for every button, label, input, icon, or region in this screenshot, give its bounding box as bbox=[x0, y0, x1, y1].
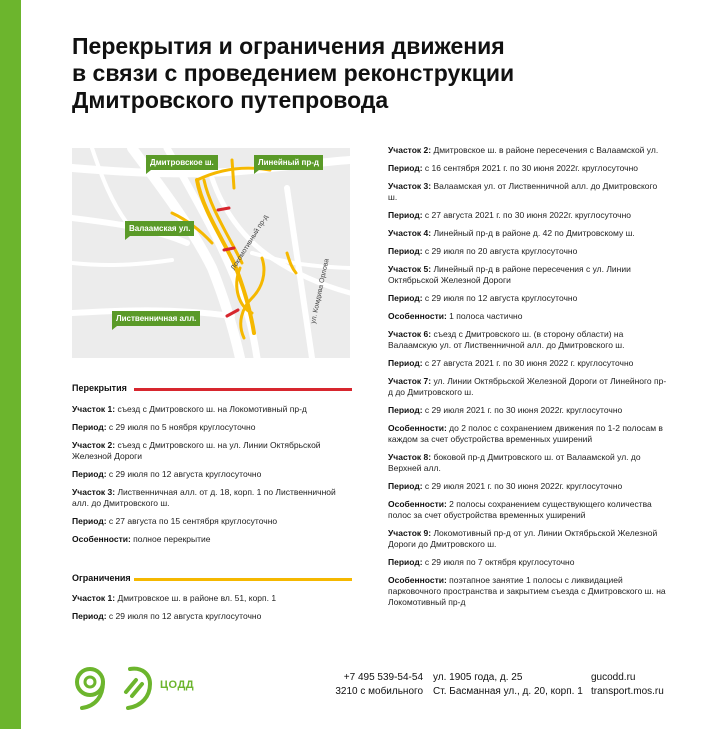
restrictions-continued bbox=[388, 145, 668, 615]
phone-main[interactable]: +7 495 539-54-54 bbox=[343, 672, 423, 683]
map-label-komdiva: ул. Комдива Орлова bbox=[310, 258, 331, 325]
closures-heading bbox=[72, 383, 352, 395]
map-label-lokomotivny: Локомотивный пр-д bbox=[230, 213, 270, 272]
map-label-lineyny: Линейный пр-д bbox=[254, 155, 323, 170]
right-item: Участок 7: ул. Линии Октябрьской Железной Дороги от Линейного пр-д до Дмитровского ш. bbox=[388, 376, 667, 397]
restrictions-legend-line bbox=[134, 578, 352, 581]
closure-item: Участок 2: съезд с Дмитровского ш. на ул. Линии Октябрьской Железной Дороги bbox=[72, 440, 321, 461]
closures-legend-line bbox=[134, 388, 352, 391]
right-item: Период: с 27 августа 2021 г. по 30 июня 2022г. круглосуточно bbox=[388, 210, 632, 220]
right-item: Участок 9: Локомотивный пр-д от ул. Линии Октябрьской Железной Дороги до Дмитровского ш. bbox=[388, 528, 658, 549]
right-item: Участок 2: Дмитровское ш. в районе пересечения с Валаамской ул. bbox=[388, 145, 659, 155]
closure-item: Период: с 27 августа по 15 сентября круглосуточно bbox=[72, 516, 278, 526]
closure-item: Период: с 29 июля по 5 ноября круглосуточно bbox=[72, 422, 256, 432]
right-item: Период: с 29 июля по 12 августа круглосуточно bbox=[388, 293, 578, 303]
title-line-3: Дмитровского путепровода bbox=[72, 87, 389, 113]
restriction-item: Участок 1: Дмитровское ш. в районе вл. 51, корп. 1 bbox=[72, 593, 277, 603]
contact-addresses bbox=[433, 671, 593, 699]
address-2: Ст. Басманная ул., д. 20, корп. 1 bbox=[433, 686, 583, 697]
left-accent-bar bbox=[0, 0, 21, 729]
restrictions-section bbox=[72, 573, 352, 629]
road-map bbox=[72, 148, 350, 358]
title-line-1: Перекрытия и ограничения движения bbox=[72, 33, 505, 59]
codd-logo-text: ЦОДД bbox=[160, 679, 195, 691]
right-item: Период: с 16 сентября 2021 г. по 30 июня 2022г. круглосуточно bbox=[388, 163, 639, 173]
restrictions-heading-text: Ограничения bbox=[72, 573, 131, 583]
codd-logo bbox=[70, 664, 160, 715]
page-title bbox=[72, 33, 632, 114]
contact-phones bbox=[328, 671, 423, 699]
closures-heading-text: Перекрытия bbox=[72, 383, 127, 393]
right-item: Особенности: до 2 полос с сохранением движения по 1-2 полосам в каждом за счет обустройства временных уширений bbox=[388, 423, 663, 444]
title-line-2: в связи с проведением реконструкции bbox=[72, 60, 515, 86]
map-label-valaamskaya: Валаамская ул. bbox=[125, 221, 194, 236]
right-item: Участок 3: Валаамская ул. от Лиственничной алл. до Дмитровского ш. bbox=[388, 181, 658, 202]
right-item: Участок 5: Линейный пр-д в районе пересечения с ул. Линии Октябрьской Железной Дороги bbox=[388, 264, 631, 285]
right-item: Период: с 29 июля 2021 г. по 30 июня 2022г. круглосуточно bbox=[388, 405, 623, 415]
website-gucodd[interactable]: gucodd.ru bbox=[591, 672, 636, 683]
address-1: ул. 1905 года, д. 25 bbox=[433, 672, 523, 683]
map-label-listvennichnaya: Лиственничная алл. bbox=[112, 311, 200, 326]
restrictions-heading bbox=[72, 573, 352, 585]
phone-mobile: 3210 с мобильного bbox=[335, 686, 423, 697]
right-item: Период: с 29 июля 2021 г. по 30 июня 2022г. круглосуточно bbox=[388, 481, 623, 491]
website-transport[interactable]: transport.mos.ru bbox=[591, 686, 664, 697]
right-item: Участок 4: Линейный пр-д в районе д. 42 по Дмитровскому ш. bbox=[388, 228, 635, 238]
right-item: Участок 8: боковой пр-д Дмитровского ш. от Валаамской ул. до Верхней алл. bbox=[388, 452, 641, 473]
right-item: Период: с 27 августа 2021 г. по 30 июня 2022 г. круглосуточно bbox=[388, 358, 634, 368]
codd-logo-icon bbox=[70, 664, 160, 710]
closure-item: Участок 1: съезд с Дмитровского ш. на Локомотивный пр-д bbox=[72, 404, 307, 414]
closure-item: Участок 3: Лиственничная алл. от д. 18, корп. 1 по Лиственничной алл. до Дмитровского ш. bbox=[72, 487, 336, 508]
right-item: Особенности: поэтапное занятие 1 полосы с ликвидацией парковочного пространства и закрытием съезда с Дмитровского ш. на Локомотивный пр-д bbox=[388, 575, 666, 607]
closure-item: Период: с 29 июля по 12 августа круглосуточно bbox=[72, 469, 262, 479]
right-item: Период: с 29 июля по 20 августа круглосуточно bbox=[388, 246, 578, 256]
closure-item: Особенности: полное перекрытие bbox=[72, 534, 211, 544]
right-item: Период: с 29 июля по 7 октября круглосуточно bbox=[388, 557, 575, 567]
closures-section bbox=[72, 383, 352, 552]
right-item: Участок 6: съезд с Дмитровского ш. (в сторону области) на Валаамскую ул. от Лиственничной алл. до Дмитровского ш. bbox=[388, 329, 625, 350]
restriction-item: Период: с 29 июля по 12 августа круглосуточно bbox=[72, 611, 262, 621]
right-item: Особенности: 1 полоса частично bbox=[388, 311, 523, 321]
closures-list bbox=[72, 404, 352, 545]
right-item: Особенности: 2 полосы сохранением существующего количества полос за счет обустройства временных уширений bbox=[388, 499, 652, 520]
map-label-dmitrovskoe: Дмитровское ш. bbox=[146, 155, 218, 170]
contact-websites bbox=[591, 671, 681, 699]
